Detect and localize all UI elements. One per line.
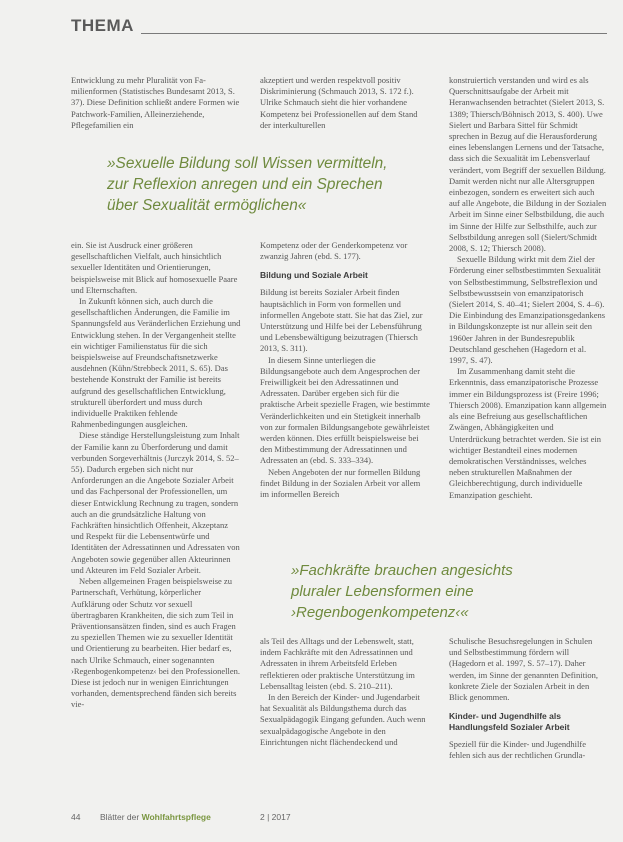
column-1-top	[71, 75, 241, 130]
magazine-name-bold: Wohlfahrtspflege	[141, 812, 211, 822]
paragraph: konstruiertich verstanden und wird es als Querschnittsaufgabe der Arbeit mit Heranwachsenden betrachtet (Sielert 2013, S. 1389; Thiersch/Böhnisch 2013, S. 400). Uwe Sielert und Barbara Sittel für Schmidt sprechen in Bezug auf die Herausforderung eines lebenslangen Lernens und der Tatsache, dass sich die Sexualität im Lebensverlauf verändert, vom Begriff der sexuellen Bildung. Damit werden nicht nur alle Altersgruppen einbezogen, sondern es erweitert sich auch auf alle Angebote, die Bildung in der Sozialen Arbeit im Sinne einer Selbstbildung, die auch im Sinne der Hilfe zur Selbsthilfe, auch zur Selbstbildung anregen soll (Sielert/Schmidt 2008, S. 12; Thiersch 2008).	[449, 75, 607, 254]
column-1-main	[71, 240, 241, 770]
paragraph: ein. Sie ist Ausdruck einer größeren gesellschaftlichen Vielfalt, auch hinsichtlich sexueller Identitäten und Orientierungen, beispielsweise mit Blick auf homosexuelle Paare und Elternschaften.	[71, 240, 238, 295]
page-number: 44	[71, 812, 81, 822]
magazine-name	[100, 812, 211, 822]
paragraph: Neben allgemeinen Fragen beispielsweise zu Partnerschaft, Verhütung, körperlicher Aufklärung oder Schutz vor sexuell übertragbaren Krankheiten, die sich zum Teil in Präventionsansätzen finden, sind es auch Fragen zu speziellen Themen wie zu sexueller Identität und Orientierung zu bearbeiten. Hier bedarf es, nach Ulrike Schmauch, einer sogenannten ›Regenbogenkompetenz‹ bei den Professionellen. Diese ist jedoch nur in wenigen Einrichtungen vorhanden, dementsprechend fänden sich bereits vie-	[71, 576, 241, 710]
section-heading: Bildung und Soziale Arbeit	[260, 270, 368, 281]
column-2-top	[260, 75, 430, 130]
issue-number: 2 | 2017	[260, 812, 291, 822]
pull-quote-1	[107, 153, 447, 216]
pull-quote-line: zur Reflexion anregen und ein Sprechen	[107, 176, 383, 193]
column-2-bottom	[260, 636, 430, 776]
paragraph: Kompetenz oder der Genderkompetenz vor zwanzig Jahren (ebd. S. 177).	[260, 240, 408, 262]
paragraph: Diese ständige Herstellungsleistung zum Inhalt der Familie kann zu Überforderung und damit verbunden Sorgeverhältnis (Jurczyk 2014, S. 52–55). Dadurch ergeben sich nicht nur Anforderungen an die Angebote Sozialer Arbeit und das Fachpersonal der Professionellen, um dieser Entwicklung Rechnung zu tragen, sondern auch an die grundsätzliche Haltung von Fachkräften hinsichtlich Offenheit, Akzeptanz und Respekt für die Lebensentwürfe und Identitäten der Adressatinnen und Adressaten von Angeboten sowie gegenüber allen Akteurinnen und Akteuren im Feld Sozialer Arbeit.	[71, 430, 240, 575]
pull-quote-line: ›Regenbogenkompetenz‹«	[291, 604, 469, 621]
pull-quote-2	[291, 560, 541, 623]
pull-quote-line: pluraler Lebensformen eine	[291, 583, 474, 600]
column-2-main	[260, 240, 430, 540]
column-3-top	[449, 75, 607, 535]
paragraph: als Teil des Alltags und der Lebenswelt, statt, indem Fachkräfte mit den Adressatinnen und Adressaten in ihrem Arbeitsfeld Erleben reflektieren oder praktische Unterstützung im Lebensalltag leisten (ebd. S. 210–211).	[260, 636, 415, 691]
header-rule	[141, 33, 607, 34]
paragraph: In diesem Sinne unterliegen die Bildungsangebote auch dem Angesprochen der Freiwilligkeit bei den Adressatinnen und Adressaten. Darüber ergeben sich für die praktische Arbeit spezielle Fragen, wie bestimmte Veränderlichkeiten und ein Stetigkeit innerhalb von zur formalen Bildungsangebote gewährleistet werden können. Dies erfüllt beispielsweise bei den Mitbestimmung der Adressatinnen und Adressaten an (ebd. S. 333–334).	[260, 354, 430, 466]
pull-quote-line: »Sexuelle Bildung soll Wissen vermitteln,	[107, 155, 388, 172]
paragraph: In den Bereich der Kinder- und Jugendarbeit hat Sexualität als Bildungsthema durch das Sexualpädagogik Eingang gefunden. Auch wenn sexualpädagogische Angebote in den Einrichtungen nicht flächendeckend und	[260, 692, 426, 747]
column-3-bottom	[449, 636, 607, 776]
paragraph: Entwicklung zu mehr Pluralität von Fa-milienformen (Statistisches Bundesamt 2013, S. 37). Diese Definition schließt andere Formen wie Patchwork-Familien, Alleinerziehende, Pflegefamilien ein	[71, 75, 240, 130]
paragraph: Sexuelle Bildung wirkt mit dem Ziel der Förderung einer selbstbestimmten Sexualität von Selbstbestimmung, Selbstreflexion und Selbstbewusstsein von emanzipatorisch (Sielert 2014, S. 40–41; Sielert 2004, S. 4–6). Die Einbindung des Emanzipationsgedankens in Bildungskonzepte ist nur allein seit den 1960er Jahren in der Bundesrepublik Deutschland geschehen (Hagedorn et al. 1997, S. 47).	[449, 254, 606, 366]
paragraph: In Zukunft können sich, auch durch die gesellschaftlichen Änderungen, die Familie im Spannungsfeld aus Veränderlichen Erziehung und Entwicklung stehen. In der Vergangenheit stellte ein wichtiger Familienstatus für die sich beispielsweise auf Freundschaftsnetzwerke ausdehnen (Kühn/Strebbeck 2011, S. 65). Das bestehende Konstrukt der Familie ist bereits aufgrund des gesellschaftlichen Entwicklung, strukturell überfordert und muss durch individuelle Praktiken fehlende Rahmenbedingungen ausgleichen.	[71, 296, 241, 430]
section-heading: Kinder- und Jugendhilfe als Handlungsfeld Sozialer Arbeit	[449, 711, 570, 733]
paragraph: Neben Angeboten der nur formellen Bildung findet Bildung in der Sozialen Arbeit vor allem im informellen Bereich	[260, 466, 421, 500]
magazine-name-prefix: Blätter der	[100, 812, 142, 822]
paragraph: Im Zusammenhang damit steht die Erkenntnis, dass emanzipatorische Prozesse immer ein Bildungsprozess ist (Freire 1996; Thiersch 2008). Emanzipation kann allgemein als eine Befreiung aus gesellschaftlichen Zwängen, Abhängigkeiten und Unterdrückung betrachtet werden. Sie ist ein wichtiger Bestandteil eines modernen demokratischen Verständnisses, welches neben strukturellen Maßnahmen der Gleichberechtigung, durch individuelle Emanzipation geschieht.	[449, 366, 607, 500]
section-title: THEMA	[71, 16, 134, 35]
paragraph: Bildung ist bereits Sozialer Arbeit finden hauptsächlich in Form von formellen und informellen Angebote statt. Sie hat das Ziel, zur Unterstützung und Hilfe bei der Lebensführung und Lebensbewältigung beizutragen (Thiersch 2013, S. 311).	[260, 287, 423, 354]
pull-quote-line: über Sexualität ermöglichen«	[107, 197, 307, 214]
pull-quote-line: »Fachkräfte brauchen angesichts	[291, 562, 513, 579]
paragraph: Speziell für die Kinder- und Jugendhilfe fehlen sich aus der rechtlichen Grundla-	[449, 739, 586, 761]
paragraph: Schulische Besuchsregelungen in Schulen und Selbstbestimmung fördern will (Hagedorn et al. 1997, S. 57–17). Daher werden, im Sinne der genannten Definition, konkrete Ziele der Sozialen Arbeit in den Blick genommen.	[449, 636, 598, 703]
paragraph: akzeptiert und werden respektvoll positiv Diskriminierung (Schmauch 2013, S. 172 f.). Ulrike Schmauch sieht die hier vorhandene Kompetenz bei Professionellen auf dem Stand der interkulturellen	[260, 75, 418, 130]
